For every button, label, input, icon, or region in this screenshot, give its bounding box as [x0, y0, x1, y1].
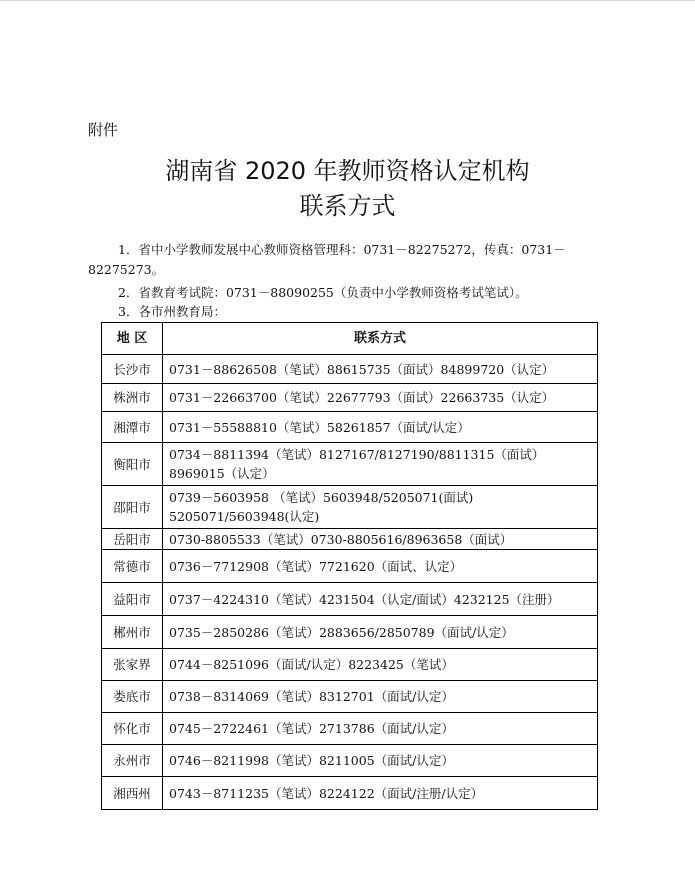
table-row — [102, 649, 598, 681]
table-row — [102, 384, 598, 412]
region-cell: 郴州市 — [102, 616, 163, 649]
contact-cell: 0743－8711235（笔试）8224122（面试/注册/认定） — [163, 777, 598, 810]
contact-cell: 0745－2722461（笔试）2713786（面试/认定） — [163, 713, 598, 745]
table-row — [102, 681, 598, 713]
item-3: 3．各市州教育局： — [118, 304, 226, 319]
region-cell: 长沙市 — [102, 355, 163, 384]
top-divider — [0, 0, 695, 1]
contact-cell: 0734－8811394（笔试）8127167/8127190/8811315（面试）8969015（认定） — [163, 443, 598, 486]
region-cell: 湘潭市 — [102, 412, 163, 443]
contact-cell: 0739－5603958 （笔试）5603948/5205071(面试) 5205071/5603948(认定) — [163, 486, 598, 529]
contact-cell: 0731－55588810（笔试）58261857（面试/认定） — [163, 412, 598, 443]
header-contact: 联系方式 — [163, 323, 598, 355]
table-row — [102, 412, 598, 443]
region-cell: 衡阳市 — [102, 443, 163, 486]
region-cell: 娄底市 — [102, 681, 163, 713]
region-cell: 张家界 — [102, 649, 163, 681]
table-row — [102, 355, 598, 384]
table-row — [102, 443, 598, 486]
contact-cell: 0730-8805533（笔试）0730-8805616/8963658（面试） — [163, 529, 598, 550]
region-cell: 邵阳市 — [102, 486, 163, 529]
region-cell: 永州市 — [102, 745, 163, 777]
region-cell: 岳阳市 — [102, 529, 163, 550]
table-row — [102, 745, 598, 777]
table-row — [102, 777, 598, 810]
table-row — [102, 529, 598, 550]
table-row — [102, 550, 598, 583]
region-cell: 湘西州 — [102, 777, 163, 810]
document-title: 湖南省 2020 年教师资格认定机构 — [165, 157, 530, 185]
attachment-label: 附件 — [88, 121, 119, 139]
table-row — [102, 583, 598, 616]
region-cell: 常德市 — [102, 550, 163, 583]
contact-cell: 0744－8251096（面试/认定）8223425（笔试） — [163, 649, 598, 681]
contact-cell: 0738－8314069（笔试）8312701（面试/认定） — [163, 681, 598, 713]
region-cell: 益阳市 — [102, 583, 163, 616]
document-subtitle: 联系方式 — [299, 192, 396, 220]
contact-cell: 0746－8211998（笔试）8211005（面试/认定） — [163, 745, 598, 777]
table-row — [102, 713, 598, 745]
table-header-row — [102, 323, 598, 355]
header-region: 地 区 — [102, 323, 163, 355]
region-cell: 株洲市 — [102, 384, 163, 412]
contact-table — [101, 322, 598, 810]
table-row — [102, 616, 598, 649]
contact-cell: 0731－88626508（笔试）88615735（面试）84899720（认定） — [163, 355, 598, 384]
item-1: 1．省中小学教师发展中心教师资格管理科：0731－82275272，传真：0731－82275273。 — [88, 242, 566, 277]
contact-cell: 0736－7712908（笔试）7721620（面试、认定） — [163, 550, 598, 583]
region-cell: 怀化市 — [102, 713, 163, 745]
contact-cell: 0731－22663700（笔试）22677793（面试）22663735（认定） — [163, 384, 598, 412]
contact-cell: 0735－2850286（笔试）2883656/2850789（面试/认定） — [163, 616, 598, 649]
item-2: 2．省教育考试院：0731－88090255（负责中小学教师资格考试笔试）。 — [118, 285, 528, 300]
contact-cell: 0737－4224310（笔试）4231504（认定/面试）4232125（注册） — [163, 583, 598, 616]
table-row — [102, 486, 598, 529]
